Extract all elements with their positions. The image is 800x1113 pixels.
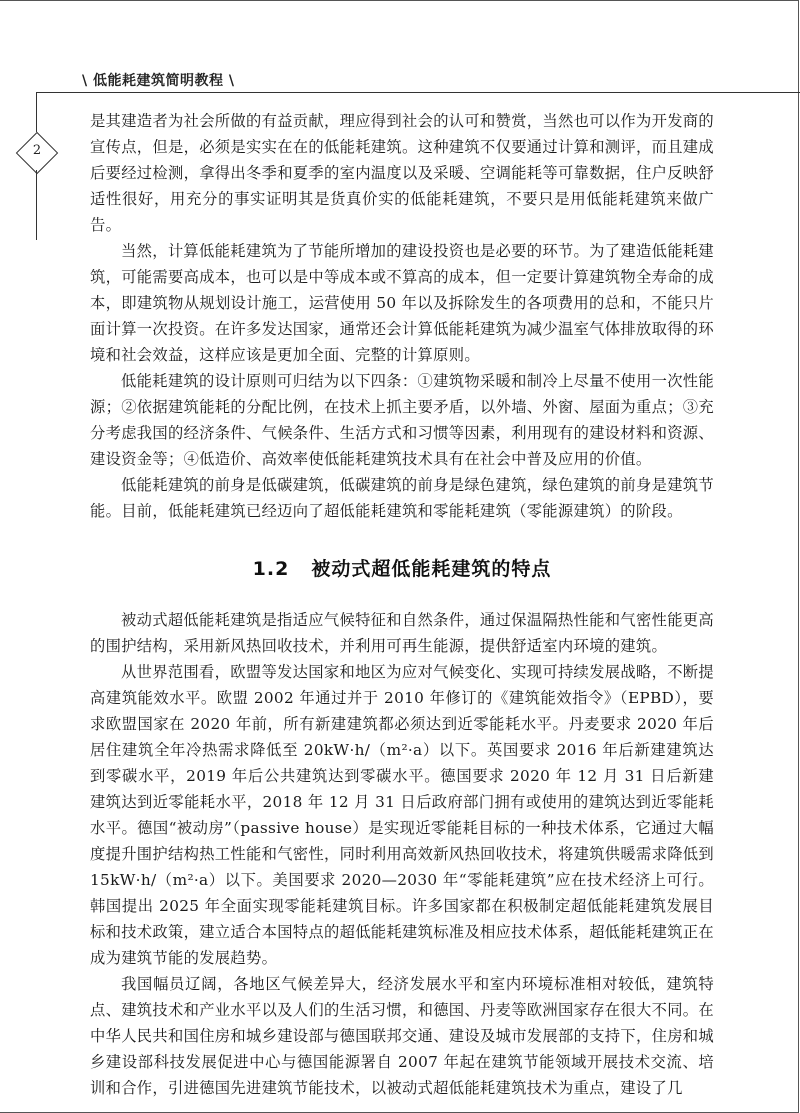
paragraph: 当然，计算低能耗建筑为了节能所增加的建设投资也是必要的环节。为了建造低能耗建筑，可能需要高成本，也可以是中等成本或不算高的成本，但一定要计算建筑物全寿命的成本，即建筑物从规划设计施工，运营使用 50 年以及拆除发生的各项费用的总和，不能只片面计算一次投资。在许多发达国家，通常还会计算低能耗建筑为减少温室气体排放取得的环境和社会效益，这样应该是更加全面、完整的计算原则。 [90, 242, 714, 364]
paragraph: 我国幅员辽阔，各地区气候差异大，经济发展水平和室内环境标准相对较低，建筑特点、建筑技术和产业水平以及人们的生活习惯，和德国、丹麦等欧洲国家存在很大不同。在中华人民共和国住房和城乡建设部与德国联邦交通、建设及城市发展部的支持下，住房和城乡建设部科技发展促进中心与德国能源署自 2007 年起在建筑节能领域开展技术交流、培训和合作，引进德国先进建筑节能技术，以被动式超低能耗建筑技术为重点，建设了几 [90, 975, 714, 1097]
paragraph: 从世界范围看，欧盟等发达国家和地区为应对气候变化、实现可持续发展战略，不断提高建筑能效水平。欧盟 2002 年通过并于 2010 年修订的《建筑能效指令》（EPBD），要求欧盟国家在 2020 年前，所有新建建筑都必须达到近零能耗水平。丹麦要求 2020 年后居住建筑全年冷热需求降低至 20kW·h/（m²·a）以下。英国要求 2016 年后新建建筑达到零碳水平，2019 年后公共建筑达到零碳水平。德国要求 2020 年 12 月 31 日后新建建筑达到近零能耗水平，2018 年 12 月 31 日后政府部门拥有或使用的建筑达到近零能耗水平。德国“被动房”（passive house）是实现近零能耗目标的一种技术体系，它通过大幅度提升围护结构热工性能和气密性，同时利用高效新风热回收技术，将建筑供暖需求降低到 15kW·h/（m²·a）以下。美国要求 2020—2030 年“零能耗建筑”应在技术经济上可行。韩国提出 2025 年全面实现零能耗建筑目标。许多国家都在积极制定超低能耗建筑发展目标和技术政策，建立适合本国特点的超低能耗建筑标准及相应技术体系，超低能耗建筑正在成为建筑节能的发展趋势。 [90, 663, 714, 967]
margin-rule-bottom [36, 170, 37, 240]
paragraph: 低能耗建筑的设计原则可归结为以下四条：①建筑物采暖和制冷上尽量不使用一次性能源；②依据建筑能耗的分配比例，在技术上抓主要矛盾，以外墙、外窗、屋面为重点；③充分考虑我国的经济条件、气候条件、生活方式和习惯等因素，利用现有的建设材料和资源、建设资金等；④低造价、高效率使低能耗建筑技术具有在社会中普及应用的价值。 [90, 372, 714, 468]
section-title: 被动式超低能耗建筑的特点 [311, 558, 552, 580]
section-number: 1.2 [252, 558, 290, 580]
paragraph: 是其建造者为社会所做的有益贡献，理应得到社会的认可和赞赏，当然也可以作为开发商的宣传点，但是，必须是实实在在的低能耗建筑。这种建筑不仅要通过计算和测评，而且建成后要经过检测，拿得出冬季和夏季的室内温度以及采暖、空调能耗等可靠数据，住户反映舒适性很好，用充分的事实证明其是货真价实的低能耗建筑，不要只是用低能耗建筑来做广告。 [90, 112, 714, 234]
paragraph: 被动式超低能耗建筑是指适应气候特征和自然条件，通过保温隔热性能和气密性能更高的围护结构，采用新风热回收技术，并利用可再生能源，提供舒适室内环境的建筑。 [90, 611, 714, 655]
section-heading [90, 554, 714, 581]
paragraph: 低能耗建筑的前身是低碳建筑，低碳建筑的前身是绿色建筑，绿色建筑的前身是建筑节能。目前，低能耗建筑已经迈向了超低能耗建筑和零能耗建筑（零能源建筑）的阶段。 [90, 476, 714, 520]
margin-rule-top [36, 92, 37, 132]
page-body [90, 108, 714, 1101]
running-header: \ 低能耗建筑简明教程 \ [82, 73, 235, 89]
page-number: 2 [32, 143, 42, 158]
header-rule [36, 92, 800, 93]
